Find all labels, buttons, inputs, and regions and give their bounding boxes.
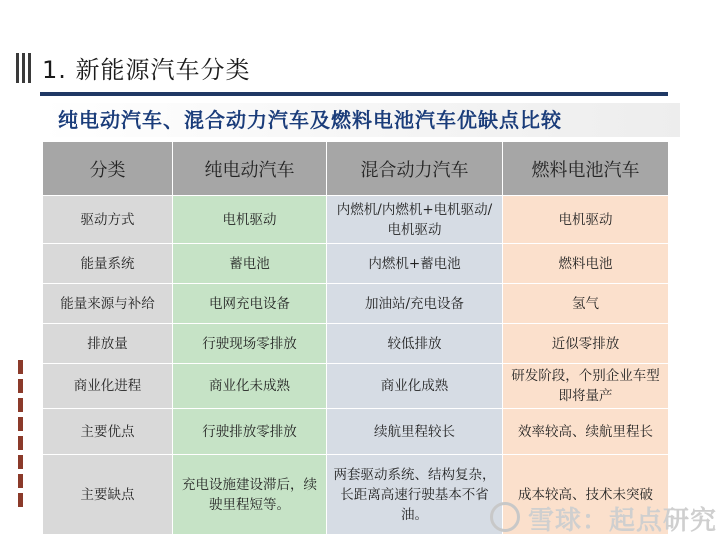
ev-cell: 充电设施建设滞后，续驶里程短等。: [173, 455, 327, 535]
ev-cell: 电机驱动: [173, 196, 327, 244]
watermark-text: 雪球：起点研究: [528, 506, 718, 536]
side-decoration: [18, 360, 24, 512]
hybrid-cell: 内燃机/内燃机+电机驱动/电机驱动: [327, 196, 503, 244]
table-row: [43, 284, 669, 324]
row-label: 主要缺点: [43, 455, 173, 535]
ev-cell: 行驶排放零排放: [173, 409, 327, 455]
table-row: [43, 244, 669, 284]
fuelcell-cell: 效率较高、续航里程长: [503, 409, 669, 455]
hybrid-cell: 商业化成熟: [327, 364, 503, 409]
fuelcell-cell: 研发阶段，个别企业车型即将量产: [503, 364, 669, 409]
row-label: 驱动方式: [43, 196, 173, 244]
fuelcell-cell: 氢气: [503, 284, 669, 324]
table-row: [43, 409, 669, 455]
row-label: 商业化进程: [43, 364, 173, 409]
comparison-table: [42, 141, 669, 535]
fuelcell-cell: 成本较高、技术未突破: [503, 455, 669, 535]
hybrid-cell: 较低排放: [327, 324, 503, 364]
header-ev: 纯电动汽车: [173, 142, 327, 196]
row-label: 排放量: [43, 324, 173, 364]
hybrid-cell: 两套驱动系统、结构复杂，长距离高速行驶基本不省油。: [327, 455, 503, 535]
table-header-row: [43, 142, 669, 196]
row-label: 主要优点: [43, 409, 173, 455]
fuelcell-cell: 近似零排放: [503, 324, 669, 364]
row-label: 能量系统: [43, 244, 173, 284]
hybrid-cell: 加油站/充电设备: [327, 284, 503, 324]
table-row: [43, 324, 669, 364]
snowball-logo-icon: [490, 502, 520, 532]
watermark: [490, 498, 718, 536]
hybrid-cell: 内燃机+蓄电池: [327, 244, 503, 284]
table-subtitle: 纯电动汽车、混合动力汽车及燃料电池汽车优缺点比较: [40, 103, 680, 137]
table-row: [43, 364, 669, 409]
row-label: 能量来源与补给: [43, 284, 173, 324]
header-fuelcell: 燃料电池汽车: [503, 142, 669, 196]
hybrid-cell: 续航里程较长: [327, 409, 503, 455]
title-underline: [40, 92, 668, 96]
ev-cell: 蓄电池: [173, 244, 327, 284]
header-category: 分类: [43, 142, 173, 196]
table-row: [43, 196, 669, 244]
ev-cell: 行驶现场零排放: [173, 324, 327, 364]
header-hybrid: 混合动力汽车: [327, 142, 503, 196]
fuelcell-cell: 电机驱动: [503, 196, 669, 244]
page-title: 1. 新能源汽车分类: [42, 56, 251, 84]
ev-cell: 商业化未成熟: [173, 364, 327, 409]
fuelcell-cell: 燃料电池: [503, 244, 669, 284]
ev-cell: 电网充电设备: [173, 284, 327, 324]
